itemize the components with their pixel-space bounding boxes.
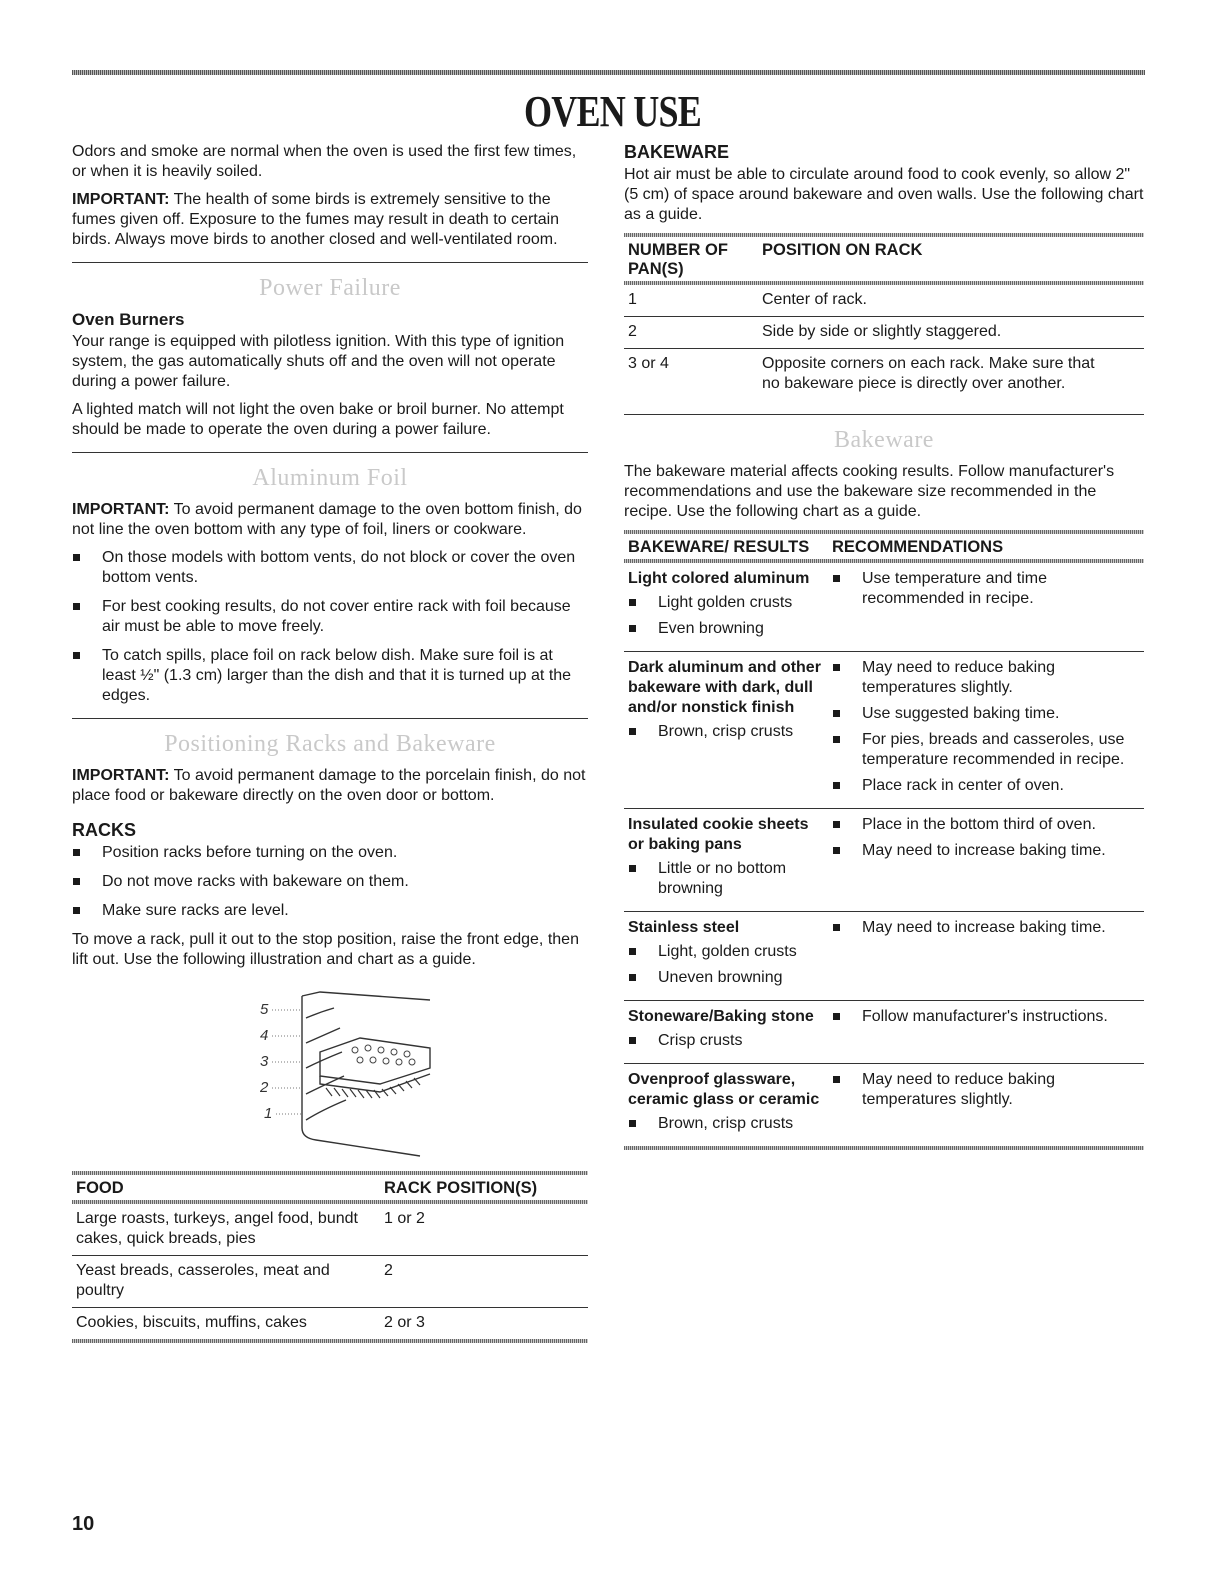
list-item: Even browning [628,619,824,639]
table-row [624,285,1144,317]
list-item: Light, golden crusts [628,942,824,962]
table-header: RECOMMENDATIONS [832,538,1004,556]
list-item: Light golden crusts [628,593,824,613]
recommendations-list [832,1007,1140,1027]
power-failure-title: Power Failure [259,275,401,301]
table-row [624,349,1144,415]
top-dotted-rule [72,70,1145,75]
aluminum-foil-title: Aluminum Foil [252,465,408,491]
list-item: Place in the bottom third of oven. [832,815,1140,835]
oven-rack-illustration [260,988,460,1158]
racks-instructions: To move a rack, pull it out to the stop position, raise the front edge, then lift out. Use the following illustration and chart as a guide. [72,931,579,968]
rack-label-1: 1 [264,1105,273,1122]
list-item: Make sure racks are level. [72,901,588,921]
list-item: Follow manufacturer's instructions. [832,1007,1140,1027]
bakeware-material: Stoneware/Baking stone [628,1008,814,1025]
bakeware-table [624,563,1144,1146]
racks-heading: RACKS [72,820,137,840]
list-item: Use temperature and time recommended in recipe. [832,569,1140,609]
left-column [72,142,588,1343]
table-cell: Center of rack. [758,285,1144,317]
table-row [624,912,1144,1001]
table-bottom-rule [72,1339,588,1343]
list-item: May need to increase baking time. [832,918,1140,938]
right-column [624,142,1144,1150]
table-header: POSITION ON RACK [762,241,923,259]
results-list [628,1031,824,1051]
racks-bullet-list [72,843,588,921]
positioning-title: Positioning Racks and Bakeware [164,731,496,757]
bakeware-material: Light colored aluminum [628,570,810,587]
table-row [624,563,1144,652]
table-cell: Opposite corners on each rack. Make sure that no bakeware piece is directly over another. [762,355,1095,392]
table-row [624,809,1144,912]
recommendations-list [832,1070,1140,1110]
table-row [72,1308,588,1340]
recommendations-list [832,658,1140,796]
recommendations-list [832,815,1140,861]
table-header: BAKEWARE/ RESULTS [628,538,810,556]
list-item: For best cooking results, do not cover entire rack with foil because air must be able to move freely. [72,597,588,637]
intro-paragraph: Odors and smoke are normal when the oven is used the first few times, or when it is heavily soiled. [72,143,577,180]
table-row [624,652,1144,809]
food-rack-table-body [72,1204,588,1339]
list-item: Uneven browning [628,968,824,988]
rack-label-4: 4 [260,1027,269,1044]
recommendations-list [832,569,1140,609]
table-cell: Large roasts, turkeys, angel food, bundt cakes, quick breads, pies [72,1204,380,1256]
table-cell: Yeast breads, casseroles, meat and poultry [72,1256,380,1308]
bakeware-material: Stainless steel [628,919,740,936]
table-header: NUMBER OF PAN(S) [628,241,728,278]
results-list [628,722,824,742]
list-item: On those models with bottom vents, do not block or cover the oven bottom vents. [72,548,588,588]
table-bottom-rule [624,1146,1144,1150]
rack-label-5: 5 [260,1001,269,1018]
foil-bullet-list [72,548,588,706]
section-divider [624,414,1144,415]
results-list [628,942,824,988]
results-list [628,1114,824,1134]
pans-table-header [624,237,1144,281]
list-item: Little or no bottom browning [628,859,824,899]
table-cell: Cookies, biscuits, muffins, cakes [76,1314,307,1331]
rack-label-3: 3 [260,1053,269,1070]
section-divider [72,452,588,453]
table-cell: 2 or 3 [384,1314,425,1331]
section-divider [72,262,588,263]
list-item: To catch spills, place foil on rack below dish. Make sure foil is at least ½" (1.3 cm) larger than the dish and that it is turned up at the edges. [72,646,588,706]
list-item: May need to increase baking time. [832,841,1140,861]
list-item: Crisp crusts [628,1031,824,1051]
bakeware-table-header [624,534,1144,559]
table-cell: Side by side or slightly staggered. [758,317,1144,349]
table-cell: 2 [380,1256,588,1308]
bakeware-material: Dark aluminum and other bakeware with dark, dull and/or nonstick finish [628,659,821,716]
bakeware-spacing-text: Hot air must be able to circulate around food to cook evenly, so allow 2" (5 cm) of space around bakeware and oven walls. Use the following chart as a guide. [624,166,1144,223]
results-list [628,859,824,899]
bakeware-section-title: Bakeware [834,427,934,453]
food-rack-table [72,1175,588,1200]
page-title: OVEN USE [524,87,701,136]
section-divider [72,718,588,719]
bakeware-material: Ovenproof glassware, ceramic glass or ceramic [628,1071,820,1108]
list-item: Brown, crisp crusts [628,1114,824,1134]
table-row [624,1064,1144,1147]
bakeware-heading: BAKEWARE [624,142,730,162]
table-row [72,1204,588,1256]
foil-warning: IMPORTANT: To avoid permanent damage to the oven bottom finish, do not line the oven bottom with any type of foil, liners or cookware. [72,501,582,538]
table-cell: 1 or 2 [380,1204,588,1256]
bakeware-material: Insulated cookie sheets or baking pans [628,816,809,853]
table-row [624,1001,1144,1064]
table-cell: 3 or 4 [628,355,669,372]
table-row [624,317,1144,349]
list-item: Use suggested baking time. [832,704,1140,724]
list-item: Do not move racks with bakeware on them. [72,872,588,892]
table-cell: 2 [624,317,758,349]
recommendations-list [832,918,1140,938]
pans-table [624,285,1144,414]
power-failure-p1: Your range is equipped with pilotless ignition. With this type of ignition system, the gas automatically shuts off and the oven will not operate during a power failure. [72,333,565,390]
table-header: RACK POSITION(S) [384,1179,538,1197]
list-item: Brown, crisp crusts [628,722,824,742]
rack-label-2: 2 [260,1079,269,1096]
table-cell: 1 [624,285,758,317]
bakeware-material-text: The bakeware material affects cooking results. Follow manufacturer's recommendations and use the bakeware size recommended in the recipe. Use the following chart as a guide. [624,463,1115,520]
porcelain-warning: IMPORTANT: To avoid permanent damage to the porcelain finish, do not place food or bakeware directly on the oven door or bottom. [72,767,586,804]
table-header: FOOD [76,1179,124,1197]
results-list [628,593,824,639]
list-item: May need to reduce baking temperatures slightly. [832,658,1140,698]
page-number: 10 [72,1513,95,1535]
list-item: Place rack in center of oven. [832,776,1140,796]
table-row [72,1256,588,1308]
oven-burners-heading: Oven Burners [72,310,185,329]
list-item: For pies, breads and casseroles, use temperature recommended in recipe. [832,730,1140,770]
power-failure-p2: A lighted match will not light the oven bake or broil burner. No attempt should be made to operate the oven during a power failure. [72,401,564,438]
list-item: Position racks before turning on the oven. [72,843,588,863]
list-item: May need to reduce baking temperatures slightly. [832,1070,1140,1110]
birds-warning: IMPORTANT: The health of some birds is extremely sensitive to the fumes given off. Exposure to the fumes may result in death to certain birds. Always move birds to another closed and well-ventilated room. [72,191,560,248]
